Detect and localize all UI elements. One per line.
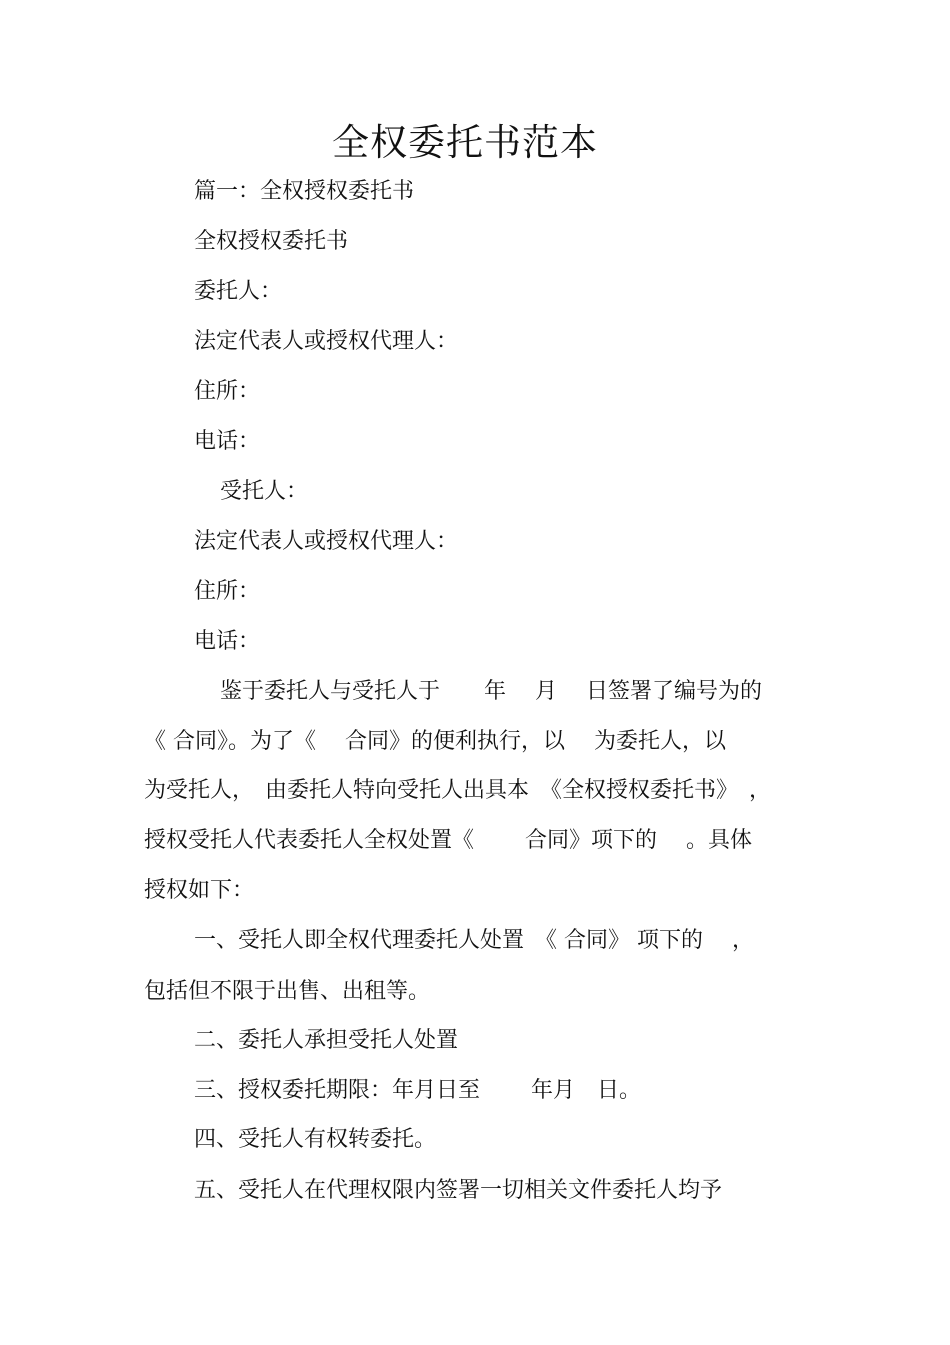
clause-line: 四、受托人有权转委托。 — [194, 1127, 437, 1152]
subtitle-line: 全权授权委托书 — [194, 229, 349, 254]
body-paragraph-line: 为受托人， 由委托人特向受托人出具本 《全权授权委托书》 ， — [144, 778, 772, 803]
clause-line: 三、授权委托期限：年月日至 年月 日。 — [194, 1078, 641, 1103]
clause-line: 一、受托人即全权代理委托人处置 《 合同》 项下的 ， — [194, 928, 754, 953]
agent-representative-label: 法定代表人或授权代理人： — [194, 529, 459, 554]
principal-representative-label: 法定代表人或授权代理人： — [194, 329, 459, 354]
agent-label: 受托人： — [220, 479, 309, 504]
agent-address-label: 住所： — [194, 579, 261, 604]
section-heading: 篇一：全权授权委托书 — [194, 179, 415, 204]
body-paragraph-line: 授权如下： — [144, 878, 255, 903]
body-paragraph-line: 鉴于委托人与受托人于 年 月 日签署了编号为的 — [220, 679, 762, 704]
clause-line: 五、受托人在代理权限内签署一切相关文件委托人均予 — [194, 1178, 723, 1203]
body-paragraph-line: 授权受托人代表委托人全权处置《 合同》项下的 。具体 — [144, 828, 752, 853]
principal-phone-label: 电话： — [194, 429, 261, 454]
agent-phone-label: 电话： — [194, 629, 261, 654]
body-paragraph-line: 《 合同》。为了《 合同》的便利执行，以 为委托人，以 — [144, 729, 726, 754]
principal-address-label: 住所： — [194, 379, 261, 404]
clause-line: 二、委托人承担受托人处置 — [194, 1028, 459, 1053]
document-title: 全权委托书范本 — [332, 121, 598, 164]
clause-line: 包括但不限于出售、出租等。 — [144, 979, 431, 1004]
principal-label: 委托人： — [194, 279, 283, 304]
